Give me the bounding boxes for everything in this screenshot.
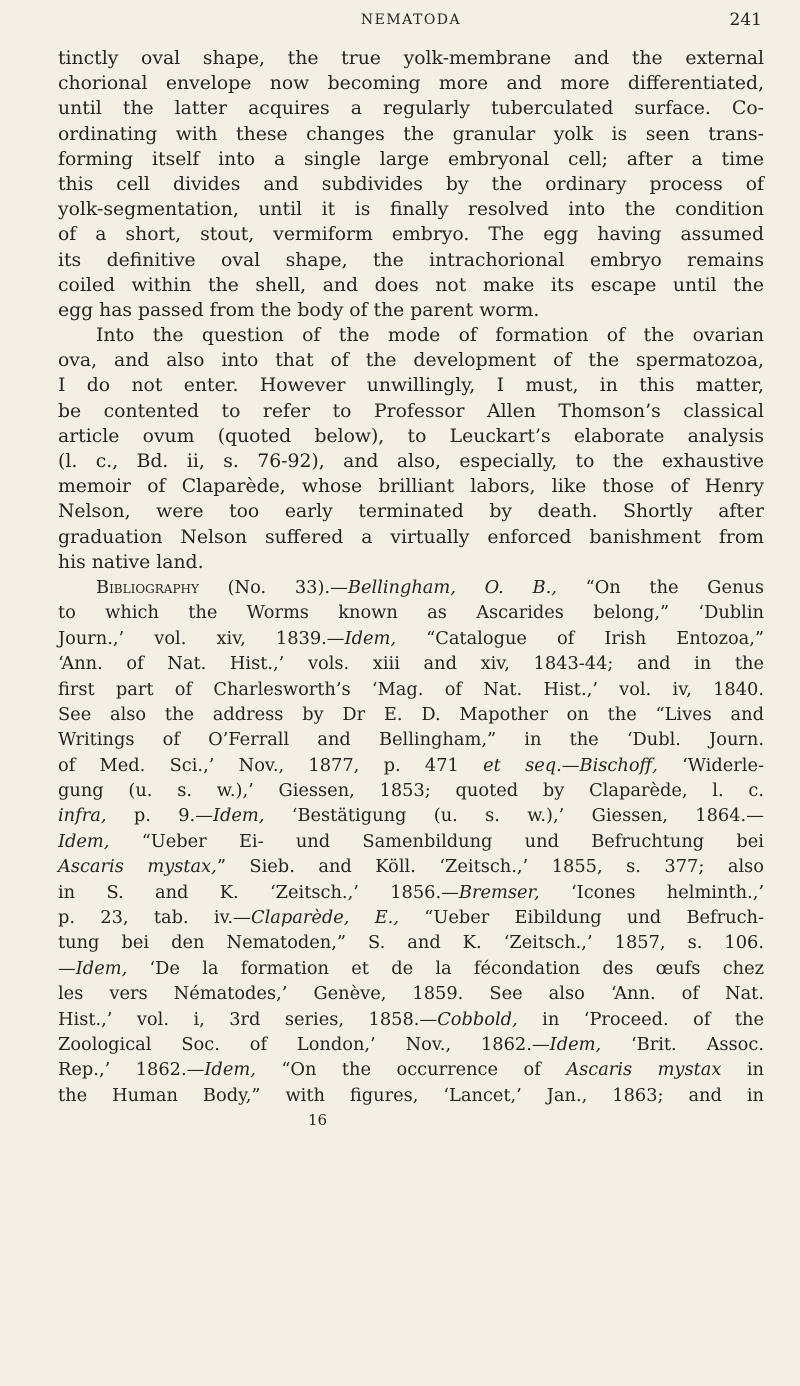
bibliography: [58, 575, 764, 1108]
bibliography-line: to which the Worms known as Ascarides belong,” ‘Dublin: [58, 602, 764, 624]
bibliography-line: Writings of O’Ferrall and Bellingham,” in the ‘Dubl. Journ.: [58, 729, 764, 751]
text-line: I do not enter. However unwillingly, I must, in this matter,: [58, 375, 764, 397]
text-line: graduation Nelson suffered a virtually enforced banishment from: [58, 526, 764, 548]
bibliography-line: the Human Body,” with figures, ‘Lancet,’ Jan., 1863; and in: [58, 1084, 764, 1106]
running-head: NEMATODA: [360, 12, 462, 28]
bibliography-line: Hist.,’ vol. i, 3rd series, 1858.—Cobbold, in ‘Proceed. of the: [58, 1008, 764, 1030]
page-number: 241: [729, 10, 762, 30]
text-line: until the latter acquires a regularly tuberculated surface. Co-: [58, 98, 764, 120]
bibliography-line: Zoological Soc. of London,’ Nov., 1862.—Idem, ‘Brit. Assoc.: [58, 1033, 764, 1055]
bibliography-line: Journ.,’ vol. xiv, 1839.—Idem, “Catalogue of Irish Entozoa,”: [58, 627, 764, 649]
text-line: coiled within the shell, and does not make its escape until the: [58, 274, 764, 296]
bibliography-line: See also the address by Dr E. D. Mapother on the “Lives and: [58, 703, 764, 725]
text-line: forming itself into a single large embryonal cell; after a time: [58, 148, 764, 170]
text-line: Nelson, were too early terminated by death. Shortly after: [58, 501, 764, 523]
text-line: yolk-segmentation, until it is finally resolved into the condition: [58, 199, 764, 221]
text-line: chorional envelope now becoming more and more differentiated,: [58, 73, 764, 95]
bibliography-line: Ascaris mystax,” Sieb. and Köll. ‘Zeitsch.,’ 1855, s. 377; also: [58, 856, 764, 878]
bibliography-line: —Idem, ‘De la formation et de la fécondation des œufs chez: [58, 957, 764, 979]
bibliography-line: tung bei den Nematoden,” S. and K. ‘Zeitsch.,’ 1857, s. 106.: [58, 932, 764, 954]
text-line: memoir of Claparède, whose brilliant labors, like those of Henry: [58, 476, 764, 498]
text-line: of a short, stout, vermiform embryo. The egg having assumed: [58, 224, 764, 246]
text-line: be contented to refer to Professor Allen Thomson’s classical: [58, 400, 764, 422]
text-line: ordinating with these changes the granular yolk is seen trans-: [58, 123, 764, 145]
bibliography-line: Rep.,’ 1862.—Idem, “On the occurrence of Ascaris mystax in: [58, 1059, 764, 1081]
bibliography-line: infra, p. 9.—Idem, ‘Bestätigung (u. s. w.),’ Giessen, 1864.—: [58, 805, 764, 827]
text-line: egg has passed from the body of the parent worm.: [58, 299, 540, 321]
body-text: [58, 46, 764, 575]
text-line: his native land.: [58, 551, 204, 573]
text-line: tinctly oval shape, the true yolk-membrane and the external: [58, 48, 764, 69]
bibliography-line: ‘Ann. of Nat. Hist.,’ vols. xiii and xiv, 1843-44; and in the: [58, 653, 764, 675]
bibliography-heading: Bibliography: [96, 576, 199, 598]
signature-mark: 16: [308, 1111, 328, 1130]
text-line: (l. c., Bd. ii, s. 76-92), and also, especially, to the exhaustive: [58, 451, 764, 472]
text-line: ova, and also into that of the development of the spermatozoa,: [58, 350, 764, 372]
bibliography-line: les vers Nématodes,’ Genève, 1859. See also ‘Ann. of Nat.: [58, 983, 764, 1005]
bibliography-line: first part of Charlesworth’s ‘Mag. of Nat. Hist.,’ vol. iv, 1840.: [58, 678, 764, 700]
book-page: [58, 10, 764, 1132]
page-header: [58, 10, 764, 46]
bibliography-line: of Med. Sci.,’ Nov., 1877, p. 471 et seq.—Bischoff, ‘Widerle-: [58, 754, 764, 776]
bibliography-line: p. 23, tab. iv.—Claparède, E., “Ueber Eibildung und Befruch-: [58, 907, 764, 929]
bibliography-line: gung (u. s. w.),’ Giessen, 1853; quoted by Claparède, l. c.: [58, 780, 764, 802]
bibliography-line: in S. and K. ‘Zeitsch.,’ 1856.—Bremser, ‘Icones helminth.,’: [58, 881, 764, 903]
text-line: Into the question of the mode of formation of the ovarian: [96, 325, 764, 347]
bibliography-line: Bibliography (No. 33).—Bellingham, O. B., “On the Genus: [96, 576, 765, 598]
text-line: its definitive oval shape, the intrachorional embryo remains: [58, 249, 764, 271]
text-line: this cell divides and subdivides by the ordinary process of: [58, 173, 764, 195]
bibliography-line: Idem, “Ueber Ei- und Samenbildung und Befruchtung bei: [58, 830, 764, 852]
text-line: article ovum (quoted below), to Leuckart’s elaborate analysis: [58, 425, 764, 447]
